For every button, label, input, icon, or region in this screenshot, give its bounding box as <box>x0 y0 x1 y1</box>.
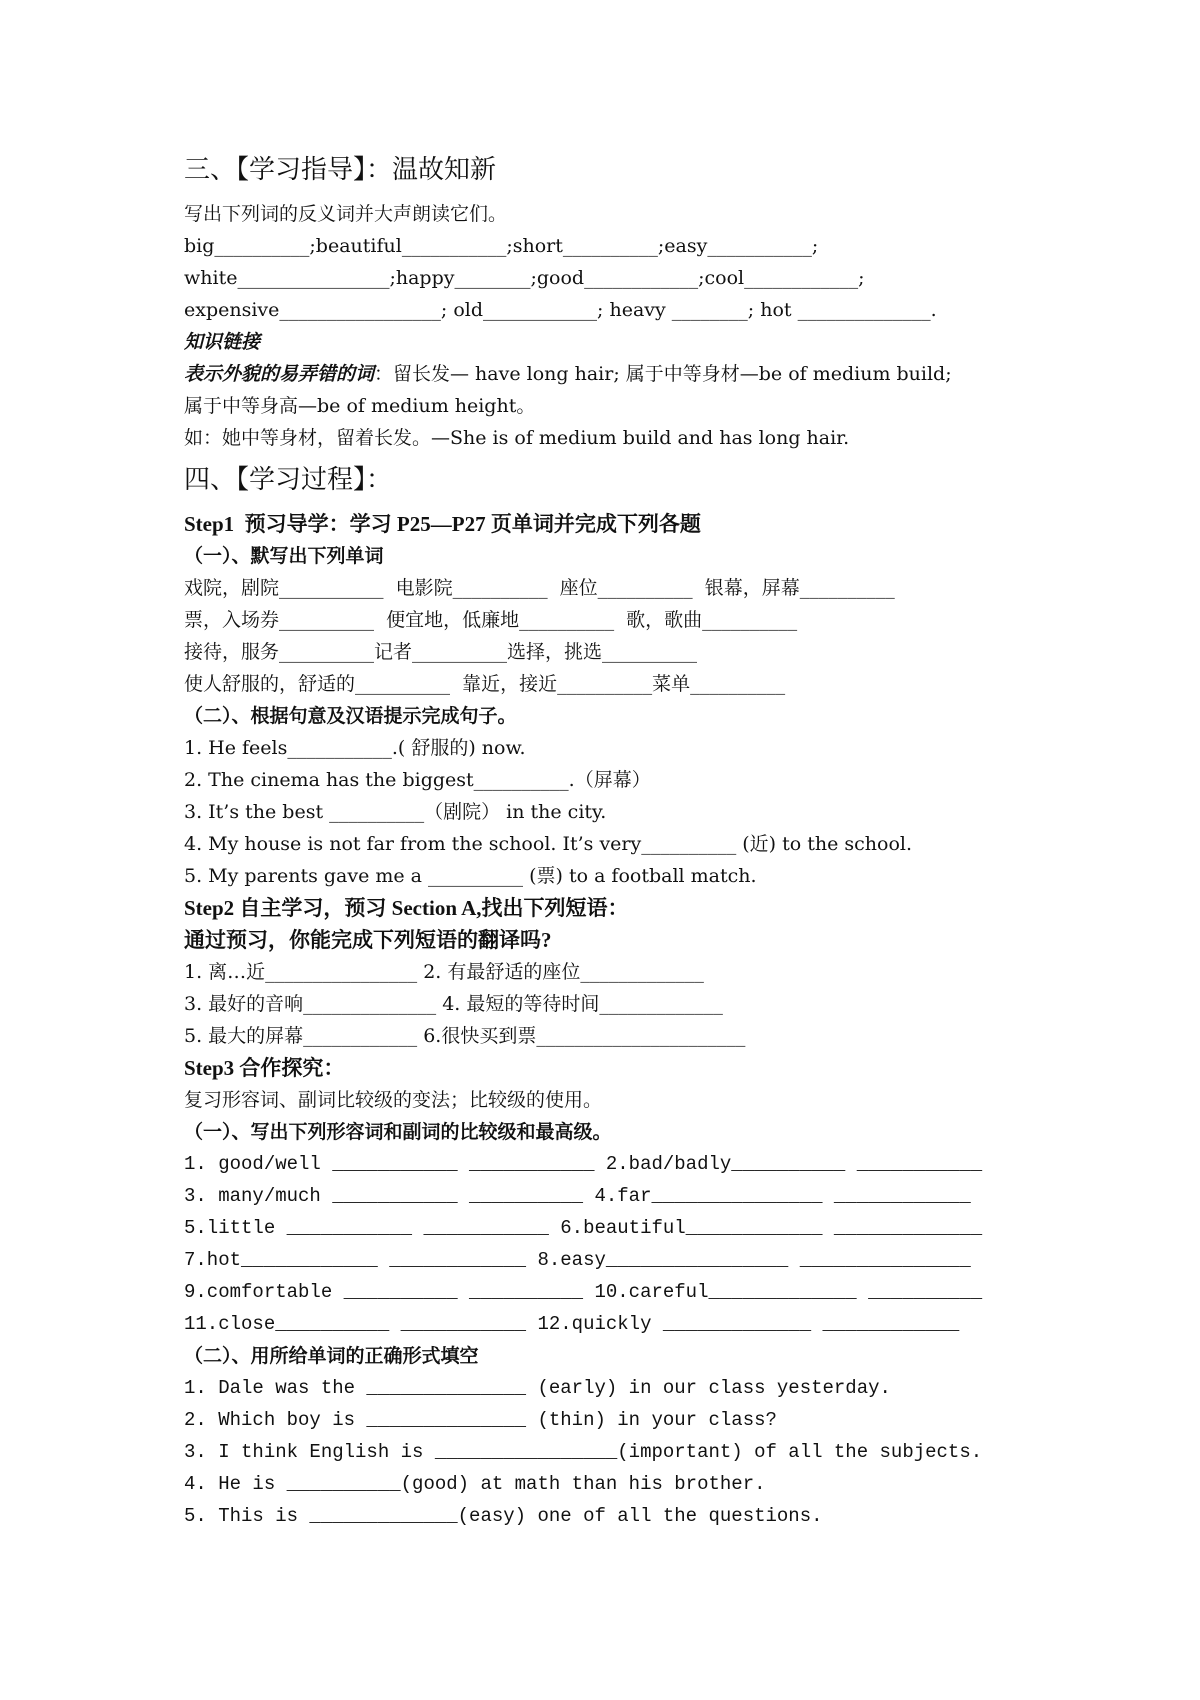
section3-instruction: 写出下列词的反义词并大声朗读它们。 <box>184 203 508 225</box>
fill-line-3: 3. I think English is ________________(important) of all the subjects. <box>184 1441 983 1463</box>
compare-line-3: 5.little ___________ ___________ 6.beautiful____________ _____________ <box>184 1217 983 1239</box>
phrase-line-2: 3. 最好的音响______________ 4. 最短的等待时间_____________ <box>184 993 723 1015</box>
compare-line-1: 1. good/well ___________ ___________ 2.bad/badly__________ ___________ <box>184 1153 983 1175</box>
step1-title: Step1 预习导学：学习 P25—P27 页单词并完成下列各题 <box>184 512 701 536</box>
fill-line-5: 5. This is _____________(easy) one of all the questions. <box>184 1505 823 1527</box>
word-line-2: 票，入场券__________ 便宜地，低廉地__________ 歌，歌曲__________ <box>184 609 798 631</box>
step3-part2-title: （二）、用所给单词的正确形式填空 <box>184 1345 479 1367</box>
sentence-2: 2. The cinema has the biggest__________.（屏幕） <box>184 769 651 791</box>
step3-intro: 复习形容词、副词比较级的变法；比较级的使用。 <box>184 1089 603 1111</box>
fill-line-2: 2. Which boy is ______________ (thin) in your class? <box>184 1409 777 1431</box>
sentence-5: 5. My parents gave me a __________ (票) to a football match. <box>184 865 757 887</box>
step3-title: Step3 合作探究： <box>184 1056 345 1080</box>
knowledge-text-1: ：留长发— have long hair; 属于中等身材—be of medium build; <box>374 363 952 385</box>
step3-part1-title: （一）、写出下列形容词和副词的比较级和最高级。 <box>184 1121 612 1143</box>
step2-title: Step2 自主学习，预习 Section A,找出下列短语： <box>184 896 629 920</box>
phrase-line-3: 5. 最大的屏幕____________ 6.很快买到票______________________ <box>184 1025 746 1047</box>
compare-line-5: 9.comfortable __________ __________ 10.careful_____________ __________ <box>184 1281 983 1303</box>
fill-line-4: 4. He is __________(good) at math than his brother. <box>184 1473 766 1495</box>
worksheet-page <box>184 150 1084 1532</box>
antonym-line-2: white________________;happy________;good____________;cool____________; <box>184 267 865 289</box>
antonym-line-1: big__________;beautiful___________;short__________;easy___________; <box>184 235 819 257</box>
word-line-1: 戏院，剧院___________ 电影院__________ 座位__________ 银幕，屏幕__________ <box>184 577 895 599</box>
sentence-4: 4. My house is not far from the school. It’s very__________ (近) to the school. <box>184 833 913 855</box>
knowledge-line-1 <box>184 358 1084 390</box>
sentence-3: 3. It’s the best __________（剧院） in the city. <box>184 801 607 823</box>
phrase-line-1: 1. 离…近________________ 2. 有最舒适的座位_____________ <box>184 961 704 983</box>
antonym-line-3: expensive_________________; old____________; heavy ________; hot ______________. <box>184 299 937 321</box>
step2-subtitle: 通过预习，你能完成下列短语的翻译吗? <box>184 928 552 952</box>
compare-line-4: 7.hot____________ ____________ 8.easy________________ _______________ <box>184 1249 971 1271</box>
fill-line-1: 1. Dale was the ______________ (early) in our class yesterday. <box>184 1377 891 1399</box>
section4-title: 四、【学习过程】： <box>184 465 393 495</box>
knowledge-line-3: 如：她中等身材，留着长发。—She is of medium build and has long hair. <box>184 427 850 449</box>
knowledge-label: 表示外貌的易弄错的词 <box>184 363 375 385</box>
knowledge-title: 知识链接 <box>184 331 261 353</box>
compare-line-6: 11.close__________ ___________ 12.quickly _____________ ____________ <box>184 1313 960 1335</box>
word-line-4: 使人舒服的，舒适的__________ 靠近，接近__________菜单__________ <box>184 673 786 695</box>
word-line-3: 接待，服务__________记者__________选择，挑选__________ <box>184 641 698 663</box>
step1-part1-title: （一）、默写出下列单词 <box>184 545 384 567</box>
step1-part2-title: （二）、根据句意及汉语提示完成句子。 <box>184 705 517 727</box>
knowledge-line-2: 属于中等身高—be of medium height。 <box>184 395 536 417</box>
sentence-1: 1. He feels___________.( 舒服的) now. <box>184 737 526 759</box>
section3-title: 三、【学习指导】：温故知新 <box>184 155 497 185</box>
compare-line-2: 3. many/much ___________ __________ 4.far_______________ ____________ <box>184 1185 971 1207</box>
